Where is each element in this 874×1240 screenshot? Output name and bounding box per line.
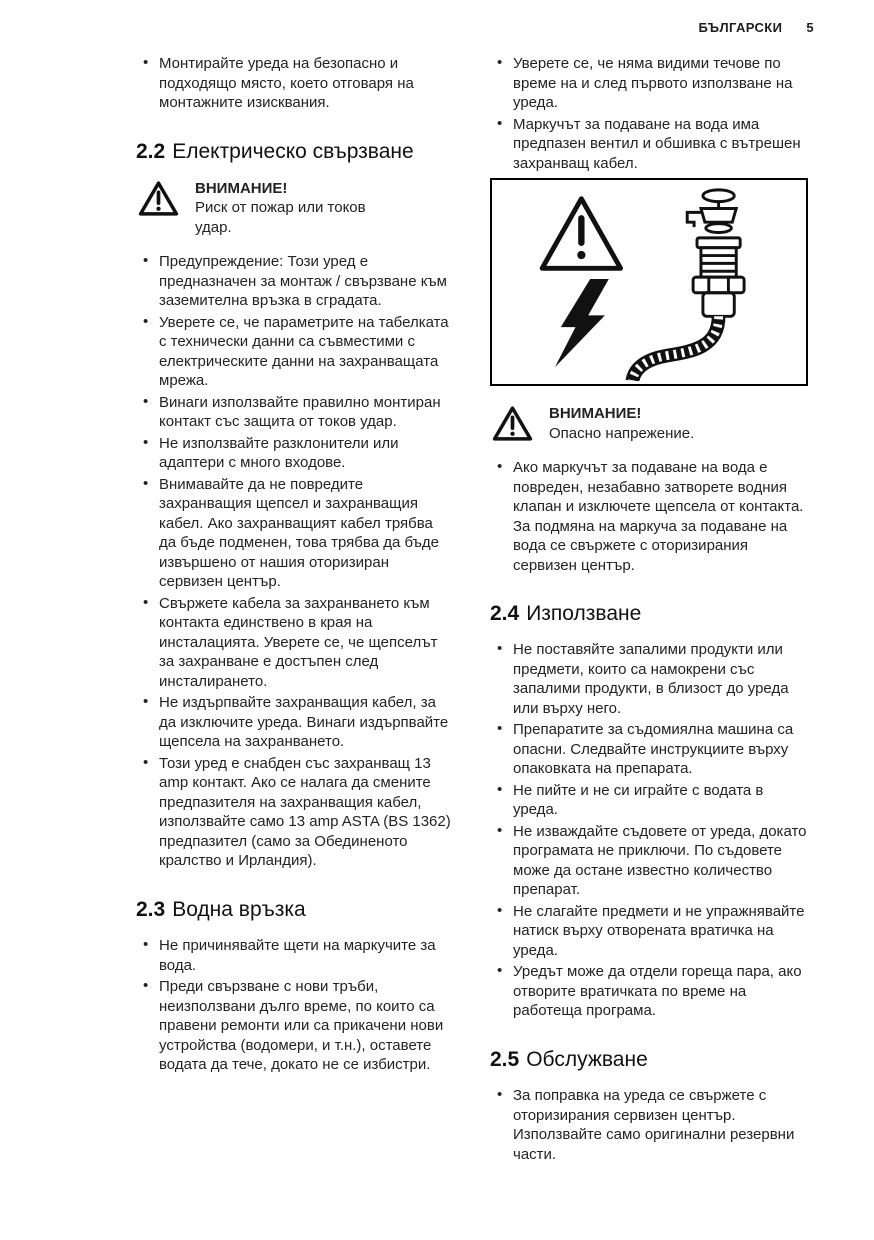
list-item: • За поправка на уреда се свържете с оторизирания сервизен център. Използвайте само оригинални резервни части. <box>513 1086 808 1164</box>
section-heading-2-4 <box>490 600 808 627</box>
list-item: • Уверете се, че няма видими течове по време на и след първото използване на уреда. <box>513 54 808 113</box>
warning-block-electrical <box>138 178 454 238</box>
water-top-bullet-list <box>490 54 808 173</box>
right-column <box>490 54 808 1166</box>
list-item: • Не слагайте предмети и не упражнявайте натиск върху отворената вратичка на уреда. <box>513 902 808 961</box>
warning-triangle-icon <box>492 403 533 442</box>
warning-title: ВНИМАНИЕ! <box>549 405 642 422</box>
warning-text: Опасно напрежение. <box>549 424 695 442</box>
section-number: 2.4 <box>490 602 520 625</box>
list-item: • Преди свързване с нови тръби, неизползвани дълго време, по които са правени ремонти или са прикачени нови устройства (водомери, и т.н.), оставете водата да тече, докато не се избистри. <box>159 977 454 1075</box>
warning-triangle-icon <box>542 199 620 269</box>
warning-title: ВНИМАНИЕ! <box>195 179 288 197</box>
page-number: 5 <box>806 20 814 35</box>
electrical-bullet-list <box>136 252 454 871</box>
list-item: • Не поставяйте запалими продукти или предмети, които са намокрени със запалими продукти, в близост до уреда или върху него. <box>513 640 808 718</box>
section-title: Електрическо свързване <box>172 139 414 163</box>
warning-body <box>549 403 694 443</box>
list-item: • Не използвайте разклонители или адаптери с много входове. <box>159 434 454 473</box>
usage-bullet-list <box>490 640 808 1021</box>
list-item: • Не причинявайте щети на маркучите за вода. <box>159 936 454 975</box>
warning-triangle-icon <box>138 178 179 217</box>
hose-damage-bullet-list <box>490 458 808 575</box>
water-tap-icon <box>687 190 736 233</box>
list-item: • Не пийте и не си играйте с водата в уреда. <box>513 781 808 820</box>
list-item: • Препаратите за съдомиялна машина са опасни. Следвайте инструкциите върху опаковката на препарата. <box>513 720 808 779</box>
inlet-hose-icon <box>632 316 718 381</box>
list-item: • Ако маркучът за подаване на вода е повреден, незабавно затворете водния клапан и изключете щепсела от контакта. За подмяна на маркуча за подаване на вода се свържете с оторизирания сервизен център. <box>513 458 808 575</box>
list-item: • Предупреждение: Този уред е предназначен за монтаж / свързване към заземителна връзка в сградата. <box>159 252 454 311</box>
section-number: 2.2 <box>136 139 166 163</box>
list-item: • Не изваждайте съдовете от уреда, докато програмата не приключи. По съдовете може да остане известно количество препарат. <box>513 822 808 900</box>
list-item: • Уверете се, че параметрите на табелката с технически данни са съвместими с електрическите данни на захранващата мрежа. <box>159 313 454 391</box>
list-item: • Свържете кабела за захранването към контакта единствено в края на инсталацията. Уверете се, че щепселът за захранване е достъпен след инсталирането. <box>159 594 454 692</box>
section-number: 2.3 <box>136 897 166 921</box>
list-item: • Този уред е снабден със захранващ 13 amp контакт. Ако се налага да смените предпазителя на захранващия кабел, използвайте само 13 amp ASTA (BS 1362) предпазител (само за Обединеното кралство и Ирландия). <box>159 754 454 871</box>
left-column <box>136 54 454 1166</box>
list-item: • Монтирайте уреда на безопасно и подходящо място, което отговаря на монтажните изисквания. <box>159 54 454 113</box>
language-label: БЪЛГАРСКИ <box>698 20 783 35</box>
list-item: • Внимавайте да не повредите захранващия щепсел и захранващия кабел. Ако захранващият кабел трябва да бъде подменен, това трябва да бъде извършено от нашия оторизиран сервизен център. <box>159 475 454 592</box>
section-heading-2-5 <box>490 1046 808 1073</box>
list-item: • Винаги използвайте правилно монтиран контакт със защита от токов удар. <box>159 393 454 432</box>
service-bullet-list <box>490 1086 808 1164</box>
section-number: 2.5 <box>490 1047 520 1071</box>
list-item: • Уредът може да отдели гореща пара, ако отворите вратичката по време на работеща програма. <box>513 962 808 1021</box>
section-heading-2-2 <box>136 138 454 165</box>
high-voltage-bolt-icon <box>555 279 609 367</box>
inlet-hose-illustration <box>490 178 808 386</box>
water-connection-bullet-list <box>136 936 454 1075</box>
list-item: • Не издърпвайте захранващия кабел, за да изключите уреда. Винаги издърпвайте щепсела на захранването. <box>159 693 454 752</box>
section-title: Използване <box>526 602 642 625</box>
section-title: Обслужване <box>526 1047 648 1071</box>
hose-connector <box>693 238 744 316</box>
page-header <box>699 20 814 37</box>
section-title: Водна връзка <box>172 897 306 921</box>
intro-bullet-list <box>136 54 454 113</box>
warning-block-voltage <box>492 403 808 443</box>
content-columns <box>136 54 808 1166</box>
section-heading-2-3 <box>136 896 454 923</box>
warning-body <box>195 178 381 238</box>
list-item: • Маркучът за подаване на вода има предпазен вентил и обшивка с вътрешен захранващ кабел. <box>513 115 808 174</box>
warning-text: Риск от пожар или токов удар. <box>195 199 366 236</box>
